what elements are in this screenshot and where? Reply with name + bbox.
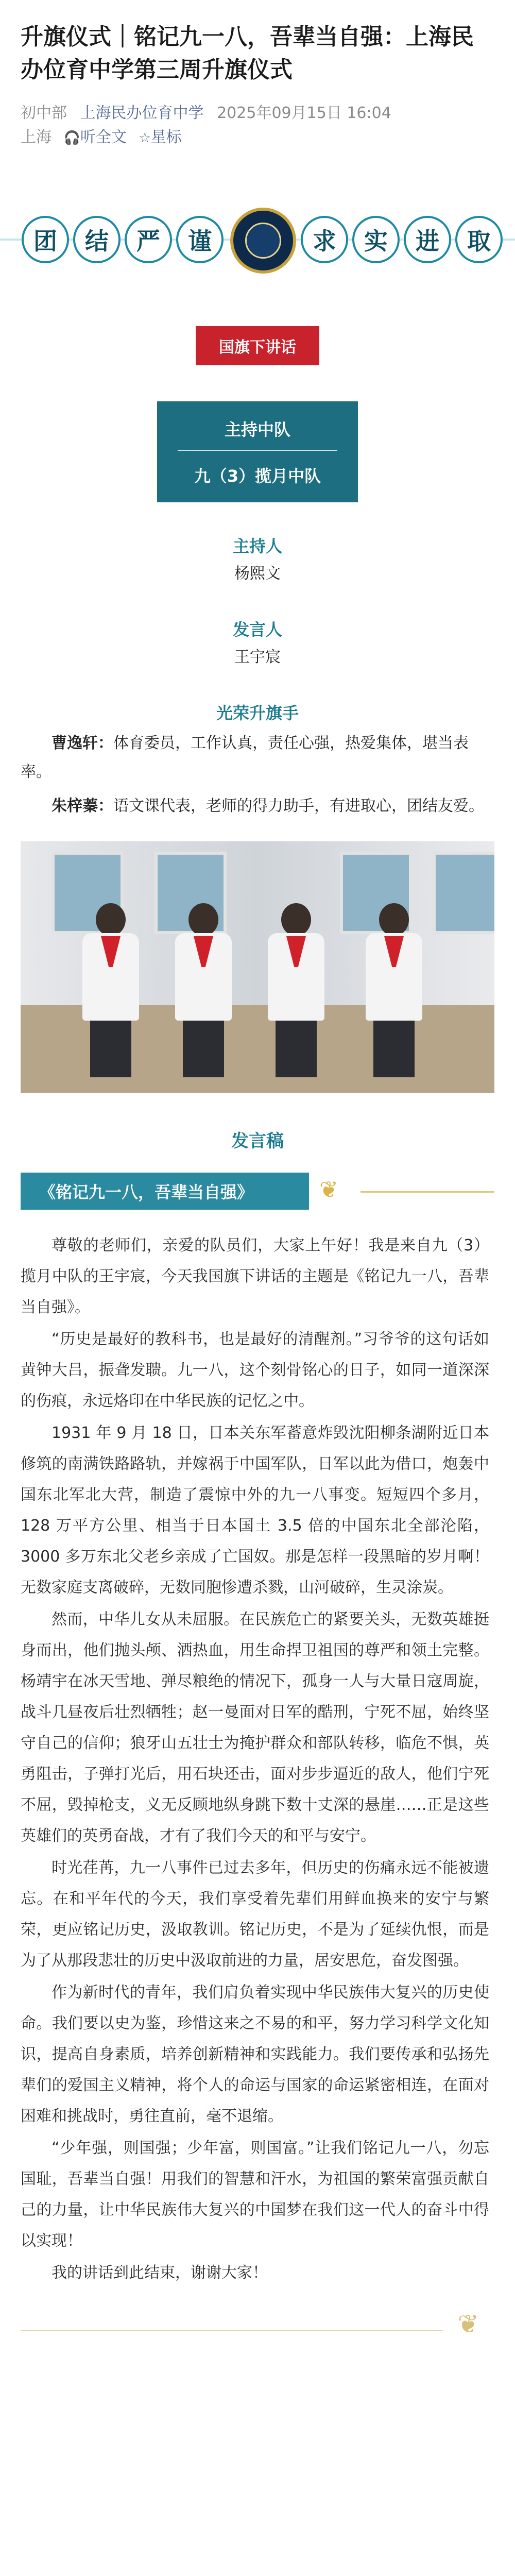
article-meta	[21, 102, 494, 125]
speech-paragraph: “少年强，则国强；少年富，则国富。”让我们铭记九一八，勿忘国耻，吾辈当自强！用我们的智慧和汗水，为祖国的繁荣富强贡献自己的力量，让中华民族伟大复兴的中国梦在我们这一代人的奋斗中得以实现！	[21, 2139, 489, 2250]
student-figure	[366, 903, 422, 1077]
host-role	[0, 533, 515, 586]
article-meta-actions	[21, 125, 494, 151]
article-title: 升旗仪式｜铭记九一八，吾辈当自强：上海民办位育中学第三周升旗仪式	[21, 24, 474, 83]
motto-banner	[0, 187, 515, 290]
speech-banner-title: 《铭记九一八，吾辈当自强》	[21, 1173, 309, 1210]
star-button[interactable]	[139, 128, 181, 146]
motto-char: 团	[22, 216, 69, 263]
student-figure	[82, 903, 139, 1077]
article-header	[0, 0, 515, 156]
flag-raiser-item	[0, 792, 515, 821]
student-figure	[175, 903, 232, 1077]
host-team-name: 九（3）揽月中队	[194, 466, 321, 486]
motto-char: 进	[404, 216, 451, 263]
speech-paragraph: 作为新时代的青年，我们肩负着实现中华民族伟大复兴的历史使命。我们要以史为鉴，珍惜这来之不易的和平，努力学习科学文化知识，提高自身素质，培养创新精神和实践能力。我们要传承和弘扬先辈们的爱国主义精神，将个人的命运与国家的命运紧密相连，在面对困难和挑战时，勇往直前，毫不退缩。	[21, 1984, 489, 2125]
footer-decoration	[0, 2304, 515, 2350]
motto-char: 实	[352, 216, 400, 263]
motto-char: 取	[455, 216, 503, 263]
flag-raisers-title: 光荣升旗手	[216, 703, 299, 723]
students-photo	[21, 841, 494, 1093]
speech-paragraph: 我的讲话到此结束，谢谢大家！	[52, 2264, 268, 2282]
motto-char: 谨	[176, 216, 224, 263]
motto-char: 结	[73, 216, 121, 263]
speech-paragraph: “历史是最好的教科书，也是最好的清醒剂。”习爷爷的这句话如黄钟大吕，振聋发聩。九一八，这个刻骨铭心的日子，如同一道深深的伤痕，永远烙印在中华民族的记忆之中。	[21, 1330, 489, 1410]
headphones-icon: 🎧	[63, 130, 80, 146]
motto-char: 严	[125, 216, 172, 263]
leaf-icon: ❦	[319, 1177, 338, 1203]
speech-body	[0, 1210, 515, 2289]
host-name: 杨熙文	[234, 565, 281, 583]
listen-label: 听全文	[80, 128, 127, 146]
speech-paragraph: 1931 年 9 月 18 日，日本关东军蓄意炸毁沈阳柳条湖附近日本修筑的南满铁路路轨，并嫁祸于中国军队，日军以此为借口，炮轰中国东北军北大营，制造了震惊中外的九一八事变。短短四个多月，128 万平方公里、相当于日本国土 3.5 倍的中国东北全部沦陷，3000 多万东北父老乡亲成了亡国奴。那是怎样一段黑暗的岁月啊！无数家庭支离破碎，无数同胞惨遭杀戮，山河破碎，生灵涂炭。	[21, 1424, 489, 1597]
student-figure	[268, 903, 324, 1077]
speech-paragraph: 然而，中华儿女从未屈服。在民族危亡的紧要关头，无数英雄挺身而出，他们抛头颅、洒热血，用生命捍卫祖国的尊严和领土完整。杨靖宇在冰天雪地、弹尽粮绝的情况下，孤身一人与大量日寇周旋，战斗几昼夜后壮烈牺牲；赵一曼面对日军的酷刑，宁死不屈，始终坚守自己的信仰；狼牙山五壮士为掩护群众和部队转移，临危不惧，英勇阻击，子弹打光后，用石块还击，面对步步逼近的敌人，他们宁死不屈，毁掉枪支，义无反顾地纵身跳下数十丈深的悬崖……正是这些英雄们的英勇奋战，才有了我们今天的和平与安宁。	[21, 1611, 489, 1845]
flag-raiser-name: 朱梓蓁：	[52, 797, 113, 815]
flag-raiser-name: 曹逸轩：	[52, 734, 113, 752]
star-label: 星标	[150, 128, 182, 146]
banner-rule	[360, 1191, 494, 1193]
speaker-role	[0, 617, 515, 669]
flag-raiser-desc: 体育委员，工作认真，责任心强，热爱集体，堪当表率。	[21, 734, 469, 781]
star-icon: ☆	[139, 130, 151, 146]
publish-datetime: 2025年09月15日 16:04	[217, 104, 391, 122]
article-category: 初中部	[21, 104, 67, 122]
motto-char: 求	[301, 216, 348, 263]
speech-paragraph: 尊敬的老师们，亲爱的队员们，大家上午好！我是来自九（3）揽月中队的王宇宸，今天我国旗下讲话的主题是《铭记九一八，吾辈当自强》。	[21, 1236, 489, 1316]
speech-section-title: 发言稿	[231, 1131, 284, 1151]
speaker-name: 王宇宸	[234, 648, 281, 666]
speech-paragraph: 时光荏苒，九一八事件已过去多年，但历史的伤痛永远不能被遗忘。在和平年代的今天，我们享受着先辈们用鲜血换来的安宁与繁荣，更应铭记历史，汲取教训。铭记历史，不是为了延续仇恨，而是为了从那段悲壮的历史中汲取前进的力量，居安思危，奋发图强。	[21, 1859, 489, 1970]
flag-raiser-desc: 语文课代表，老师的得力助手，有进取心，团结友爱。	[113, 797, 484, 815]
speaker-label: 发言人	[232, 620, 282, 639]
flag-raiser-item	[0, 729, 515, 787]
leaf-icon: ❦	[457, 2309, 479, 2339]
footer-rule	[21, 2330, 443, 2331]
host-team-divider	[178, 450, 337, 451]
account-name-link[interactable]: 上海民办位育中学	[80, 104, 204, 122]
host-team-box	[157, 401, 358, 502]
host-team-title: 主持中队	[224, 420, 290, 439]
location-label: 上海	[21, 128, 52, 146]
host-label: 主持人	[232, 536, 282, 556]
section-tag: 国旗下讲话	[196, 326, 319, 365]
listen-button[interactable]	[64, 128, 132, 146]
school-emblem-icon	[230, 208, 296, 274]
speech-banner	[21, 1173, 494, 1210]
